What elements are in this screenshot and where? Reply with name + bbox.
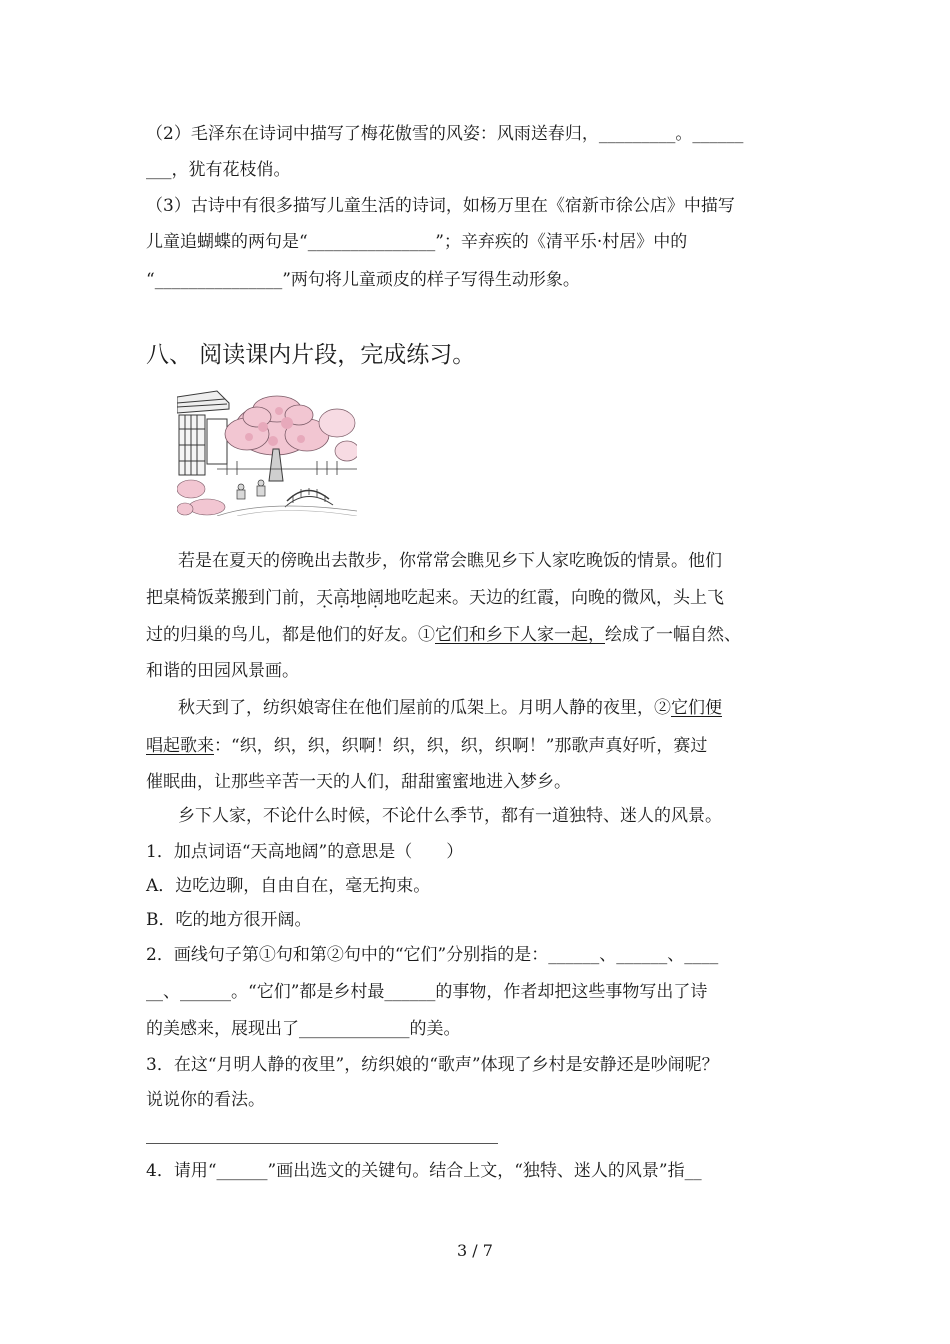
passage-text: 把桌椅饭菜搬到门前， [146, 588, 316, 608]
passage-text: ：“织，织，织，织啊！织，织，织，织啊！”那歌声真好听，赛过 [214, 736, 708, 756]
question-3-line-3: “_______________”两句将儿童顽皮的样子写得生动形象。 [146, 270, 580, 290]
section-title: 八、 阅读课内片段，完成练习。 [146, 342, 476, 368]
question-3-text-line-1: 3．在这“月明人静的夜里”，纺织娘的“歌声”体现了乡村是安静还是吵闹呢？ [146, 1055, 719, 1075]
passage-p2-line-1 [178, 696, 722, 720]
passage-p1-line-3 [146, 623, 741, 647]
passage-p1-line-2 [146, 586, 724, 610]
village-illustration [177, 389, 357, 516]
question-3-text-line-2: 说说你的看法。 [146, 1090, 265, 1110]
answer-line [146, 1143, 498, 1144]
passage-text: 地吃起来。天边的红霞，向晚的微风，头上飞 [384, 588, 724, 608]
question-1: 1．加点词语“天高地阔”的意思是（ ） [146, 842, 464, 862]
question-1-option-a: A．边吃边聊，自由自在，毫无拘束。 [146, 876, 431, 896]
passage-p2-line-3: 催眠曲，让那些辛苦一天的人们，甜甜蜜蜜地进入梦乡。 [146, 772, 571, 792]
question-1-option-b: B．吃的地方很开阔。 [146, 910, 312, 930]
question-2-line-2: ___，犹有花枝俏。 [146, 160, 291, 180]
underlined-sentence-1: 它们和乡下人家一起， [435, 625, 605, 645]
passage-text: 过的归巢的鸟儿，都是他们的好友。① [146, 625, 435, 645]
passage-p1-line-4: 和谐的田园风景画。 [146, 661, 299, 681]
question-4-text-line-1: 4．请用“______”画出选文的关键句。结合上文，“独特、迷人的风景”指__ [146, 1161, 702, 1181]
underlined-sentence-2a: 它们便 [671, 698, 722, 718]
dotted-char: 高 [333, 588, 350, 608]
underlined-sentence-2b: 唱起歌来 [146, 736, 214, 756]
dotted-char: 地 [350, 588, 367, 608]
dotted-char: 天 [316, 588, 333, 608]
dotted-char: 阔 [367, 588, 384, 608]
question-2-text-line-1: 2．画线句子第①句和第②句中的“它们”分别指的是：______、______、____ [146, 945, 719, 965]
question-2-line-1: （2）毛泽东在诗词中描写了梅花傲雪的风姿：风雨送春归，_________。______ [146, 124, 744, 144]
question-3-line-1: （3）古诗中有很多描写儿童生活的诗词，如杨万里在《宿新市徐公店》中描写 [146, 196, 735, 216]
passage-p2-line-2 [146, 734, 707, 758]
passage-text: 绘成了一幅自然、 [605, 625, 741, 645]
passage-p1-line-1: 若是在夏天的傍晚出去散步，你常常会瞧见乡下人家吃晚饭的情景。他们 [178, 551, 722, 571]
passage-text: 秋天到了，纺织娘寄住在他们屋前的瓜架上。月明人静的夜里，② [178, 698, 671, 718]
page-number: 3 / 7 [457, 1241, 493, 1260]
question-2-text-line-3: 的美感来，展现出了_____________的美。 [146, 1019, 461, 1039]
question-3-line-2: 儿童追蝴蝶的两句是“_______________”；辛弃疾的《清平乐·村居》中的 [146, 232, 688, 252]
passage-p3-line-1: 乡下人家，不论什么时候，不论什么季节，都有一道独特、迷人的风景。 [178, 806, 722, 826]
question-2-text-line-2: __、______。“它们”都是乡村最______的事物，作者却把这些事物写出了诗 [146, 982, 708, 1002]
